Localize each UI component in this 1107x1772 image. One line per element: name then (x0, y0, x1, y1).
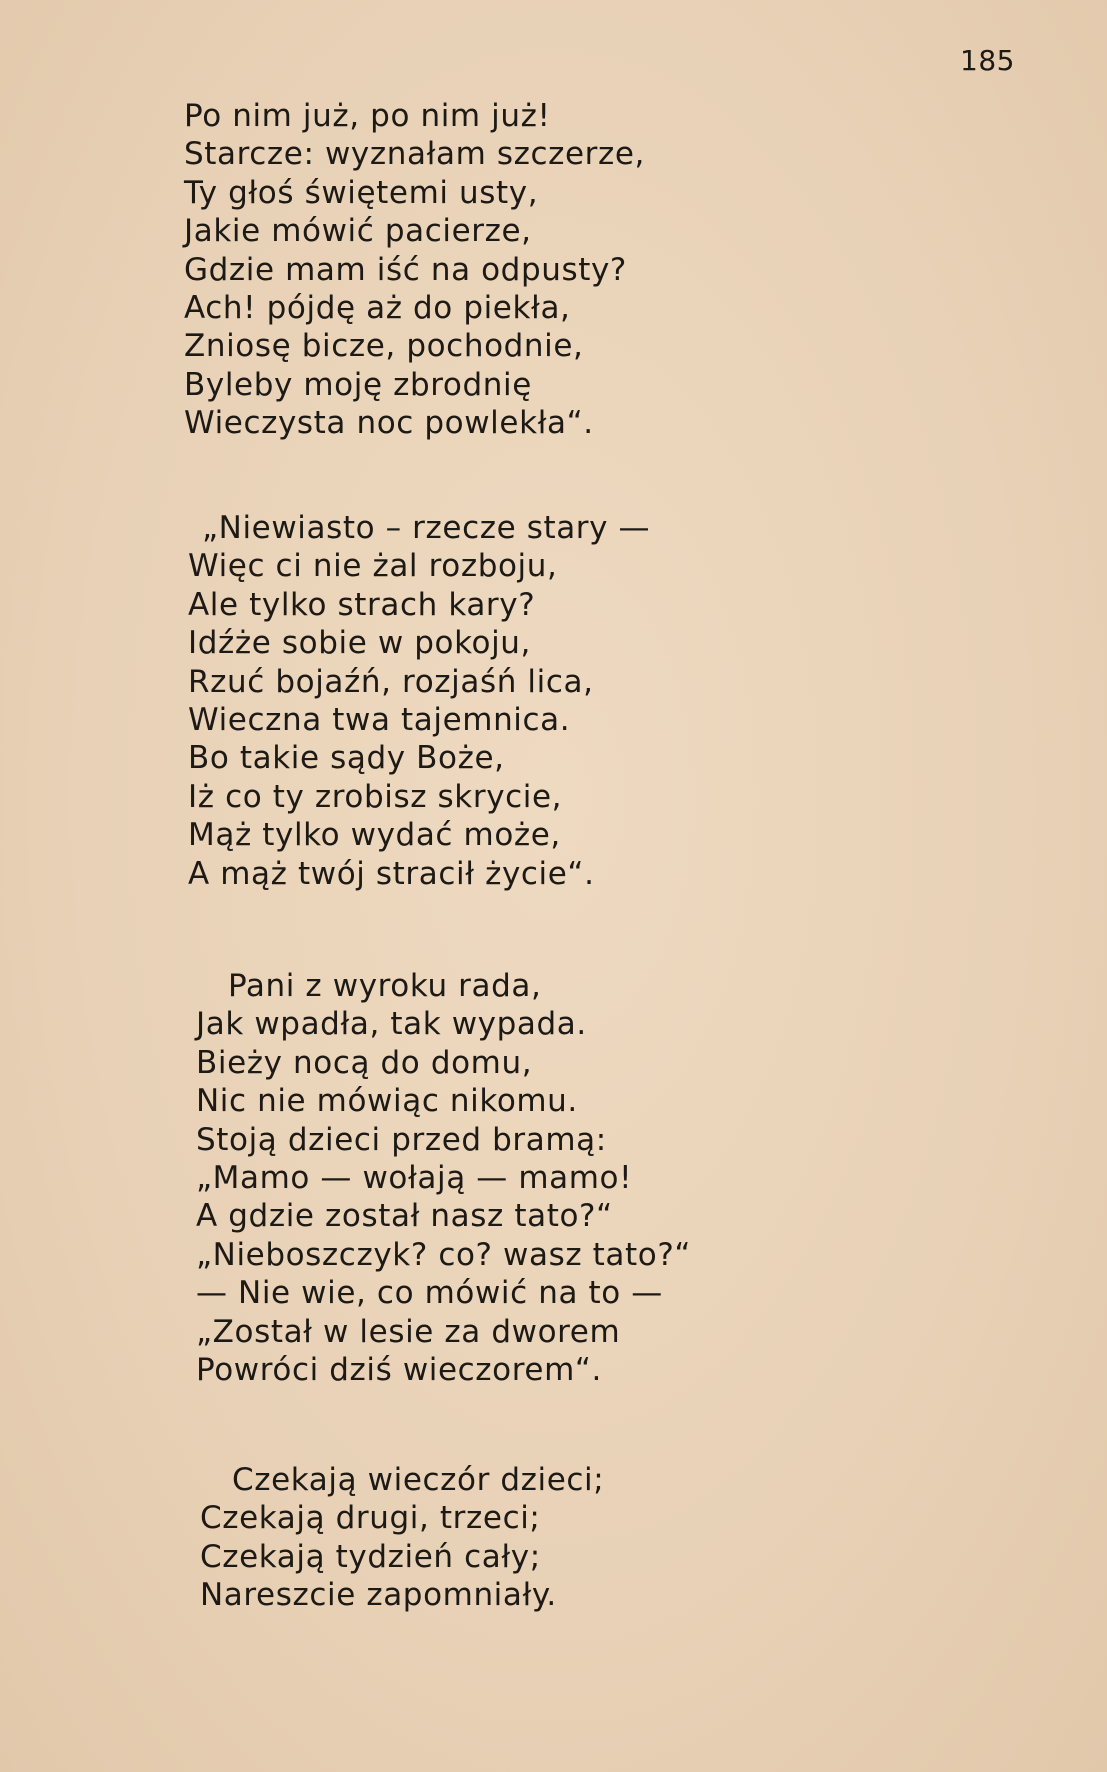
poem-line: Czekają tydzień cały; (200, 1538, 541, 1575)
poem-line: Pani z wyroku rada, (228, 968, 542, 1004)
poem-line: A gdzie został nasz tato?“ (196, 1198, 613, 1235)
poem-line: Zniosę bicze, pochodnie, (184, 328, 584, 365)
poem-line: Byleby moję zbrodnię (184, 366, 532, 403)
poem-line: Ach! pójdę aż do piekła, (184, 290, 571, 326)
poem-line: Powróci dziś wieczorem“. (196, 1352, 602, 1388)
poem-line: Jakie mówić pacierze, (184, 213, 532, 250)
poem-line: Czekają drugi, trzeci; (200, 1500, 541, 1537)
poem-line: Bo takie sądy Boże, (188, 740, 505, 777)
poem-line: „Został w lesie za dworem (196, 1313, 621, 1350)
poem-line: Po nim już, po nim już! (184, 98, 551, 134)
poem-line: Ty głoś świętemi usty, (184, 174, 539, 211)
poem-line: Iż co ty zrobisz skrycie, (188, 778, 563, 815)
poem-line: Wieczna twa tajemnica. (188, 702, 571, 738)
poem-line: Nic nie mówiąc nikomu. (196, 1083, 578, 1120)
poem-line: „Nieboszczyk? co? wasz tato?“ (196, 1236, 692, 1273)
poem-line: Więc ci nie żal rozboju, (188, 548, 558, 585)
poem-line: Stoją dzieci przed bramą: (196, 1121, 607, 1158)
poem-line: „Mamo — wołają — mamo! (196, 1160, 633, 1196)
poem-line: Mąż tylko wydać może, (188, 817, 561, 854)
poem-line: Ale tylko strach kary? (188, 586, 536, 623)
poem-line: Idźże sobie w pokoju, (188, 625, 532, 662)
poem-line: „Niewiasto – rzecze stary — (202, 510, 651, 546)
poem-line: Nareszcie zapomniały. (200, 1577, 557, 1614)
poem-line: Gdzie mam iść na odpusty? (184, 251, 627, 288)
poem-line: Bieży nocą do domu, (196, 1044, 533, 1081)
poem-line: — Nie wie, co mówić na to — (196, 1275, 663, 1312)
poem-line: Wieczysta noc powlekła“. (184, 405, 594, 442)
poem-line: Jak wpadła, tak wypada. (196, 1006, 587, 1043)
poem-line: Czekają wieczór dzieci; (232, 1462, 605, 1498)
poem-line: A mąż twój stracił życie“. (188, 855, 595, 892)
page-number: 185 (960, 44, 1015, 77)
poem-line: Rzuć bojaźń, rozjaśń lica, (188, 663, 594, 700)
poem-line: Starcze: wyznałam szczerze, (184, 136, 646, 173)
